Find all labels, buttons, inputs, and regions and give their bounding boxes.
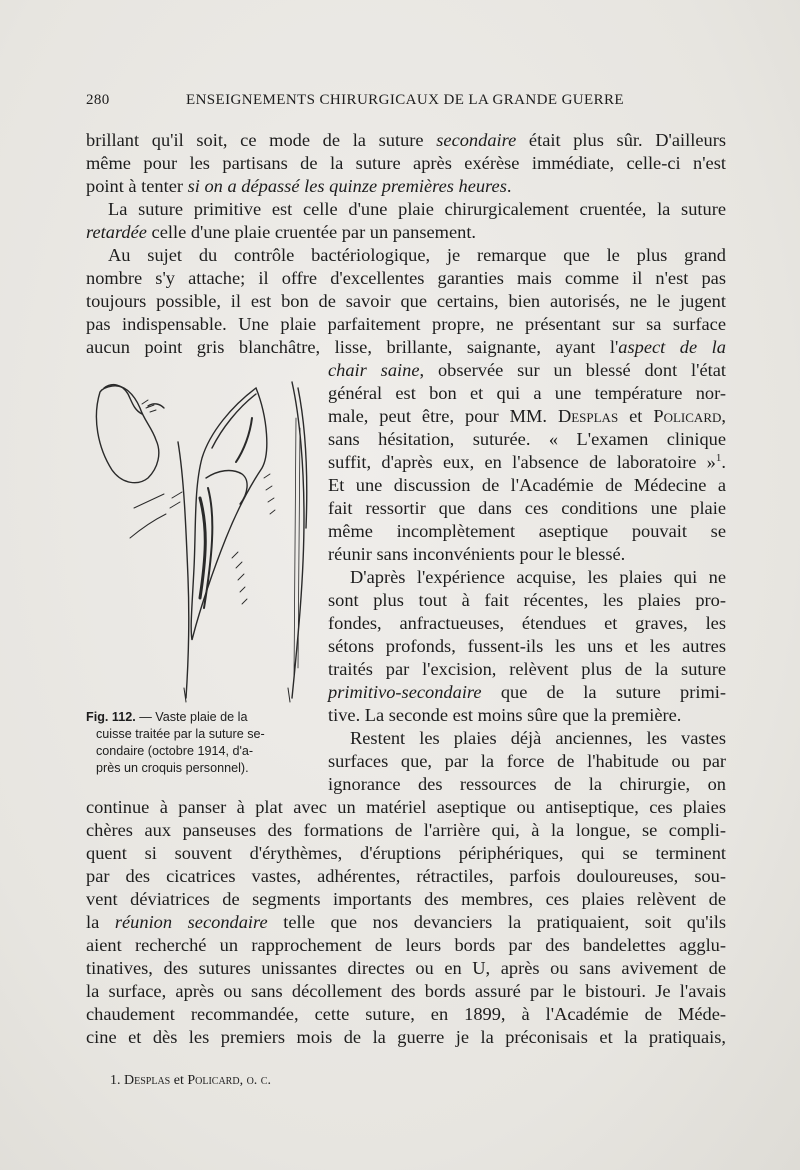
text-line: chair saine, observée sur un blessé dont l'état: [328, 360, 726, 380]
text-line: chaudement recommandée, cette suture, en 1899, à l'Académie de Méde-: [86, 1004, 726, 1024]
page-number: 280: [86, 92, 110, 108]
text-line: fait ressortir que dans ces conditions une plaie: [328, 498, 726, 518]
text-line: quent si souvent d'érythèmes, d'éruptions périphériques, qui se terminent: [86, 843, 726, 863]
text-line: sont plus tout à fait récentes, les plaies pro-: [328, 590, 726, 610]
text-line: aient recherché un rapprochement de leurs bords par des bandelettes agglu-: [86, 935, 726, 955]
text-line: réunir sans inconvénients pour le blessé.: [328, 544, 626, 564]
caption-line: Fig. 112. — Vaste plaie de la: [86, 710, 248, 724]
text-line: ignorance des ressources de la chirurgie, on: [328, 774, 726, 794]
text-line: Au sujet du contrôle bactériologique, je remarque que le plus grand: [108, 245, 726, 265]
text-line: La suture primitive est celle d'une plaie chirurgicalement cruentée, la suture: [108, 199, 726, 219]
text-line: continue à panser à plat avec un matériel aseptique ou antiseptique, ces plaies: [86, 797, 726, 817]
text-line: la réunion secondaire telle que nos devanciers la pratiquaient, soit qu'ils: [86, 912, 726, 932]
figure-caption: [86, 709, 316, 777]
text-line: D'après l'expérience acquise, les plaies qui ne: [350, 567, 726, 587]
text-line: même pour les partisans de la suture après exérèse immédiate, celle-ci n'est: [86, 153, 726, 173]
text-line: par des cicatrices vastes, adhérentes, rétractiles, parfois douloureuses, sou-: [86, 866, 726, 886]
text-line: toujours possible, il est bon de savoir que certains, bien autorisés, ne le jugent: [86, 291, 726, 311]
text-line: fondes, anfractueuses, étendues et graves, les: [328, 613, 726, 633]
caption-line: cuisse traitée par la suture se-: [96, 727, 265, 741]
text-line: tive. La seconde est moins sûre que la première.: [328, 705, 682, 725]
text-line: primitivo-secondaire que de la suture primi-: [328, 682, 726, 702]
footnote-ref: 1: [715, 451, 722, 464]
text-line: retardée celle d'une plaie cruentée par un pansement.: [86, 222, 477, 242]
running-title: ENSEIGNEMENTS CHIRURGICAUX DE LA GRANDE GUERRE: [186, 92, 624, 108]
footnote-author: Desplas: [124, 1073, 171, 1088]
body-text-bottom: [86, 796, 726, 1049]
text-line: tinatives, des sutures unissantes directes ou en U, après ou sans avivement de: [86, 958, 726, 978]
text-line: traités par l'excision, relèvent plus de la suture: [328, 659, 726, 679]
footnote: 1. Desplas et Policard, o. c.: [110, 1073, 271, 1088]
text-line: nombre s'y attache; il offre d'excellentes garanties mais comme il n'est pas: [86, 268, 726, 288]
text-line: aucun point gris blanchâtre, lisse, brillante, saignante, ayant l'aspect de la: [86, 337, 726, 357]
text-line: chères aux panseuses des formations de l'arrière qui, à la longue, se compli-: [86, 820, 726, 840]
text-line: suffit, d'après eux, en l'absence de laboratoire »$^1$.: [328, 451, 726, 472]
caption-line: près un croquis personnel).: [96, 761, 249, 775]
text-line: cine et dès les premiers mois de la guerre je la préconisais et la pratiquais,: [86, 1027, 726, 1047]
footnote-author: Policard: [187, 1073, 240, 1088]
thigh-wound-sketch: [82, 358, 322, 708]
text-line: général est bon et qui a une température nor-: [328, 383, 726, 403]
text-line: vent déviatrices de segments importants des membres, ces plaies relèvent de: [86, 889, 726, 909]
page-header: [86, 92, 726, 116]
text-line: sans hésitation, suturée. « L'examen clinique: [328, 429, 726, 449]
body-text-wrapped: [328, 359, 726, 796]
caption-line: condaire (octobre 1914, d'a-: [96, 744, 254, 758]
text-line: la surface, après ou sans décollement des bords assuré par le bistouri. Je l'avais: [86, 981, 726, 1001]
text-line: male, peut être, pour MM. Desplas et Policard,: [328, 406, 726, 426]
text-line: pas indispensable. Une plaie parfaitement propre, ne présentant sur sa surface: [86, 314, 726, 334]
text-line: point à tenter si on a dépassé les quinze premières heures.: [86, 176, 512, 196]
text-line: surfaces que, par la force de l'habitude ou par: [328, 751, 726, 771]
text-line: brillant qu'il soit, ce mode de la suture secondaire était plus sûr. D'ailleurs: [86, 130, 726, 150]
text-line: sétons profonds, fussent-ils les uns et les autres: [328, 636, 726, 656]
text-line: Et une discussion de l'Académie de Médecine a: [328, 475, 726, 495]
body-text-top: [86, 129, 726, 359]
text-line: même incomplètement aseptique pouvait se: [328, 521, 726, 541]
text-line: Restent les plaies déjà anciennes, les vastes: [350, 728, 726, 748]
footnote-number: 1.: [110, 1073, 121, 1088]
figure-label: Fig. 112.: [86, 710, 136, 724]
figure-thigh-wound: [82, 358, 322, 708]
